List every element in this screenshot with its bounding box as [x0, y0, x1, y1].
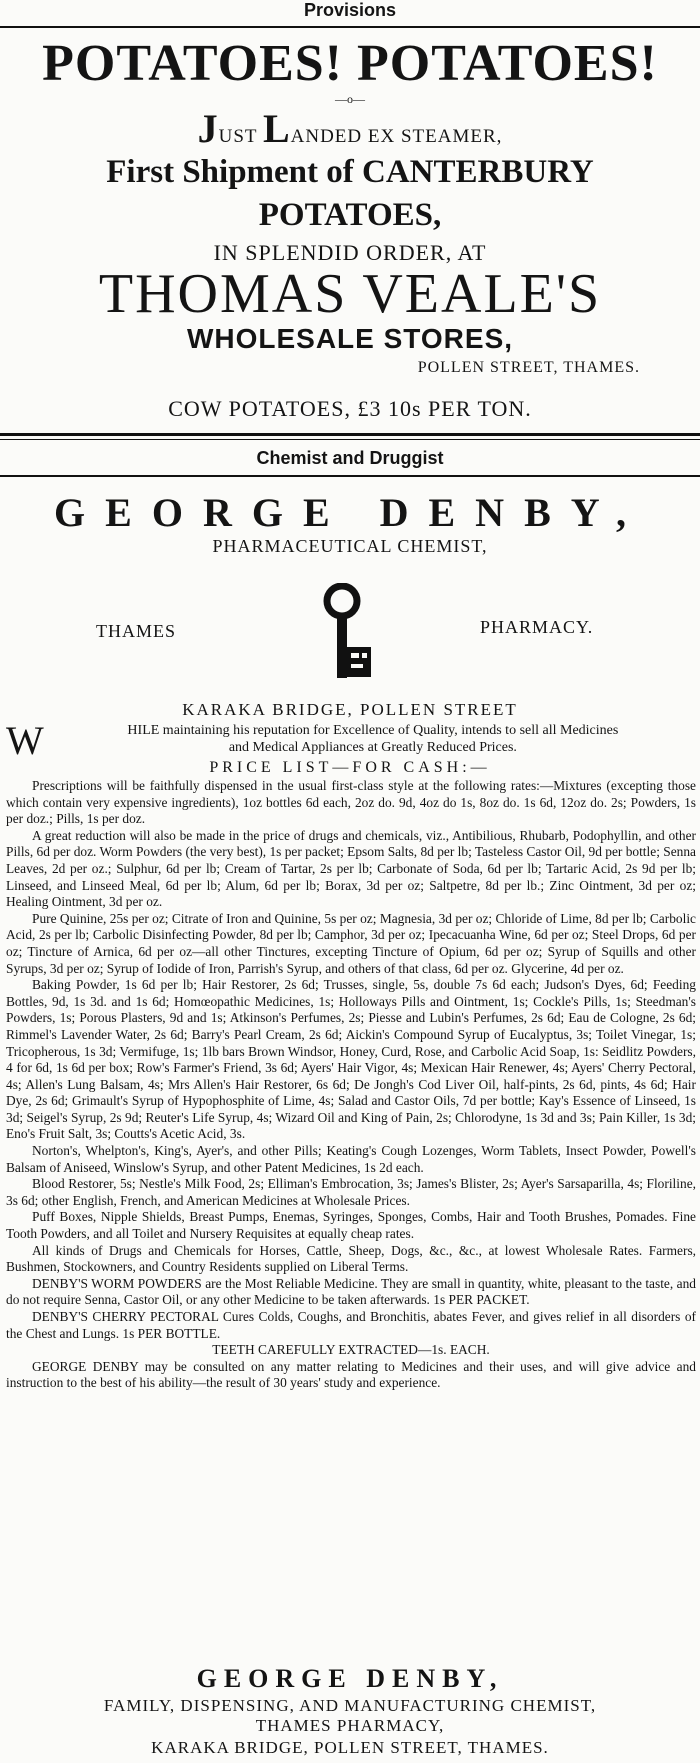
- drop-letter-l: L: [262, 106, 291, 151]
- price-list-heading: PRICE LIST—FOR CASH:—: [209, 759, 491, 776]
- landed-word-anded: ANDED: [290, 126, 363, 147]
- divider: [0, 475, 700, 477]
- price-paragraph: All kinds of Drugs and Chemicals for Horses, Cattle, Sheep, Dogs, &c., &c., at lowest Wholesale Rates. Farmers, Bushmen, Stockowners, and Country Residents supplied on Liberal Terms.: [6, 1242, 696, 1275]
- potatoes-line: POTATOES,: [258, 197, 442, 233]
- intro-paragraph: [6, 718, 696, 763]
- price-paragraph: Puff Boxes, Nipple Shields, Breast Pumps, Enemas, Syringes, Sponges, Combs, Hair and Tooth Brushes, Pomades. Fine Tooth Powders, and all Toilet and Nursery Requisites at equally cheap rates.: [6, 1209, 696, 1242]
- price-paragraph: Norton's, Whelpton's, King's, Ayer's, and other Pills; Keating's Cough Lozenges, Worm Tablets, Insect Powder, Powell's Balsam of Aniseed, Winslow's Syrup, and other Patent Medicines, 1s 2d each.: [6, 1143, 696, 1175]
- ornament-dash: —o—: [335, 92, 365, 106]
- just-landed-line: [0, 105, 700, 152]
- divider: [0, 439, 700, 440]
- chemist-name: GEORGE DENBY,: [54, 490, 646, 535]
- closing-name: GEORGE DENBY,: [196, 1664, 504, 1693]
- divider: [0, 433, 700, 436]
- price-paragraph: DENBY'S CHERRY PECTORAL Cures Colds, Coughs, and Bronchitis, abates Fever, and gives relief in all disorders of the Chest and Lungs. 1s PER BOTTLE.: [6, 1309, 696, 1341]
- potatoes-headline: POTATOES! POTATOES!: [42, 35, 658, 92]
- splendid-order-line: IN SPLENDID ORDER, AT: [213, 240, 487, 265]
- intro-line-1: HILE maintaining his reputation for Excellence of Quality, intends to sell all Medicines: [127, 723, 619, 738]
- wholesale-stores: WHOLESALE STORES,: [186, 323, 514, 354]
- consult-paragraph: GEORGE DENBY may be consulted on any matter relating to Medicines and their uses, and will give advice and instruction to the best of his ability—the result of 30 years' study and experience.: [6, 1358, 696, 1391]
- bridge-address: KARAKA BRIDGE, POLLEN STREET: [182, 700, 518, 719]
- closing-address: KARAKA BRIDGE, POLLEN STREET, THAMES.: [151, 1738, 549, 1757]
- price-paragraph: Pure Quinine, 25s per oz; Citrate of Iron and Quinine, 5s per oz; Magnesia, 3d per oz; Chloride of Lime, 8d per lb; Carbolic Acid, 2s per lb; Carbolic Disinfecting Powder, 8d per lb; Camphor, 3d per oz; Ipecacuanha Wine, 6d per oz; Steel Drops, 6d per oz; Tincture of Arnica, 6d per oz—all other Tinctures, excepting Tincture of Opium, 6d per oz; Syrup of Squills and other Syrups, 3d per oz; Syrup of Iodide of Iron, Parrish's Syrup, and others of that class, 6d per oz. Glycerine, 4d per oz.: [6, 910, 696, 976]
- price-list-body: [6, 778, 696, 1392]
- drop-letter-j: J: [197, 106, 219, 151]
- thames-label: THAMES: [96, 621, 177, 641]
- closing-pharmacy: THAMES PHARMACY,: [255, 1716, 445, 1735]
- price-paragraph: DENBY'S WORM POWDERS are the Most Reliable Medicine. They are small in quantity, white, pleasant to the taste, and do not require Senna, Castor Oil, or any other Medicine to be taken afterwards. 1s PER PACKET.: [6, 1275, 696, 1308]
- price-paragraph: A great reduction will also be made in the price of drugs and chemicals, viz., Antibilious, Rhubarb, Podophyllin, and other Pills, 6d per doz. Worm Powders (the very best), 1s per packet; Epsom Salts, 8d per lb; Tasteless Castor Oil, 9d per bottle; Senna Leaves, 2d per oz.; Sulphur, 6d per lb; Cream of Tartar, 2s per lb; Carbonate of Soda, 6d per lb; Tartaric Acid, 2s 9d per lb; Linseed, and Linseed Meal, 6d per lb; Alum, 6d per lb; Borax, 3d per oz; Saltpetre, 8d per lb.; Zinc Ointment, 3d per oz; Healing Ointment, 3d per oz.: [6, 827, 696, 910]
- price-paragraph: Prescriptions will be faithfully dispensed in the usual first-class style at the following rates:—Mixtures (excepting those which contain very expensive ingredients), 1oz bottles 6d each, 2oz do. 9d, 4oz do 1s, 8oz do. 1s 6d, 12oz do. 2s; Powders, 1s per doz.; Pills, 1s per doz.: [6, 778, 696, 827]
- divider: [0, 26, 700, 28]
- chemist-title: PHARMACEUTICAL CHEMIST,: [212, 536, 488, 556]
- section-heading-provisions: Provisions: [303, 0, 397, 20]
- teeth-line: TEETH CAREFULLY EXTRACTED—1s. EACH.: [212, 1342, 490, 1358]
- merchant-address: POLLEN STREET, THAMES.: [417, 359, 640, 376]
- landed-word-ust: UST: [218, 126, 258, 147]
- potato-price: COW POTATOES, £3 10s PER TON.: [168, 396, 532, 421]
- key-icon: [322, 583, 378, 683]
- pharmacy-label: PHARMACY.: [480, 617, 594, 637]
- price-paragraph: Blood Restorer, 5s; Nestle's Milk Food, 2s; Elliman's Embrocation, 3s; James's Blister, 2s; Ayer's Sarsaparilla, 4s; Floriline, 3s 6d; other English, French, and American Medicines at Wholesale Prices.: [6, 1176, 696, 1208]
- first-shipment-line: First Shipment of CANTERBURY: [106, 154, 594, 190]
- section-heading-chemist: Chemist and Druggist: [256, 448, 444, 468]
- merchant-name: THOMAS VEALE'S: [98, 263, 602, 325]
- landed-rest: EX STEAMER,: [367, 126, 503, 147]
- closing-title: FAMILY, DISPENSING, AND MANUFACTURING CHEMIST,: [103, 1696, 597, 1715]
- intro-line-2: and Medical Appliances at Greatly Reduced Prices.: [228, 740, 517, 755]
- price-paragraph: Baking Powder, 1s 6d per lb; Hair Restorer, 2s 6d; Trusses, single, 5s, double 7s 6d each; Judson's Dyes, 6d; Feeding Bottles, 9d, 1s 3d. and 1s 6d; Homœopathic Medicines, 1s; Holloways Pills and Ointment, 1s; Cockle's Pills, 1s; Steedman's Powders, 1s; Porous Plasters, 9d and 1s; Atkinson's Perfumes, 2s; Piesse and Lubin's Perfumes, 2s 6d; Eau de Cologne, 2s 6d; Rimmel's Lavender Water, 2s 6d; Barry's Pearl Cream, 2s 6d; Aickin's Compound Syrup of Eucalyptus, 3s; Toilet Vinegar, 1s; Tricopherous, 1s 3d; Vermifuge, 1s; 1lb bars Brown Windsor, Honey, Curd, Rose, and Carbolic Acid Soap, 1s: Seidlitz Powders, 4 for 6d, 1s 6d per box; Row's Farmer's Friend, 3s 6d; Ayers' Hair Vigor, 4s; Mexican Hair Renewer, 4s; Ayers' Cherry Pectoral, 4s; Allen's Lung Balsam, 4s; Mrs Allen's Hair Restorer, 6s 6d; De Jongh's Cod Liver Oil, half-pints, 2s 6d, pints, 4s 6d; Hair Dye, 2s 6d; Grimault's Syrup of Hypophosphite of Lime, 4s; Salad and Castor Oils, 7d per bottle; Kay's Essence of Linseed, 1s 3d; Seigel's Syrup, 2s 9d; Reuter's Life Syrup, 4s; Wizard Oil and King of Pain, 2s; Chlorodyne, 1s 3d and 3s; Pain Killer, 1s 3d; Eno's Fruit Salt, 3s; Coutts's Acetic Acid, 3s.: [6, 977, 696, 1142]
- intro-drop-cap: W: [6, 718, 44, 763]
